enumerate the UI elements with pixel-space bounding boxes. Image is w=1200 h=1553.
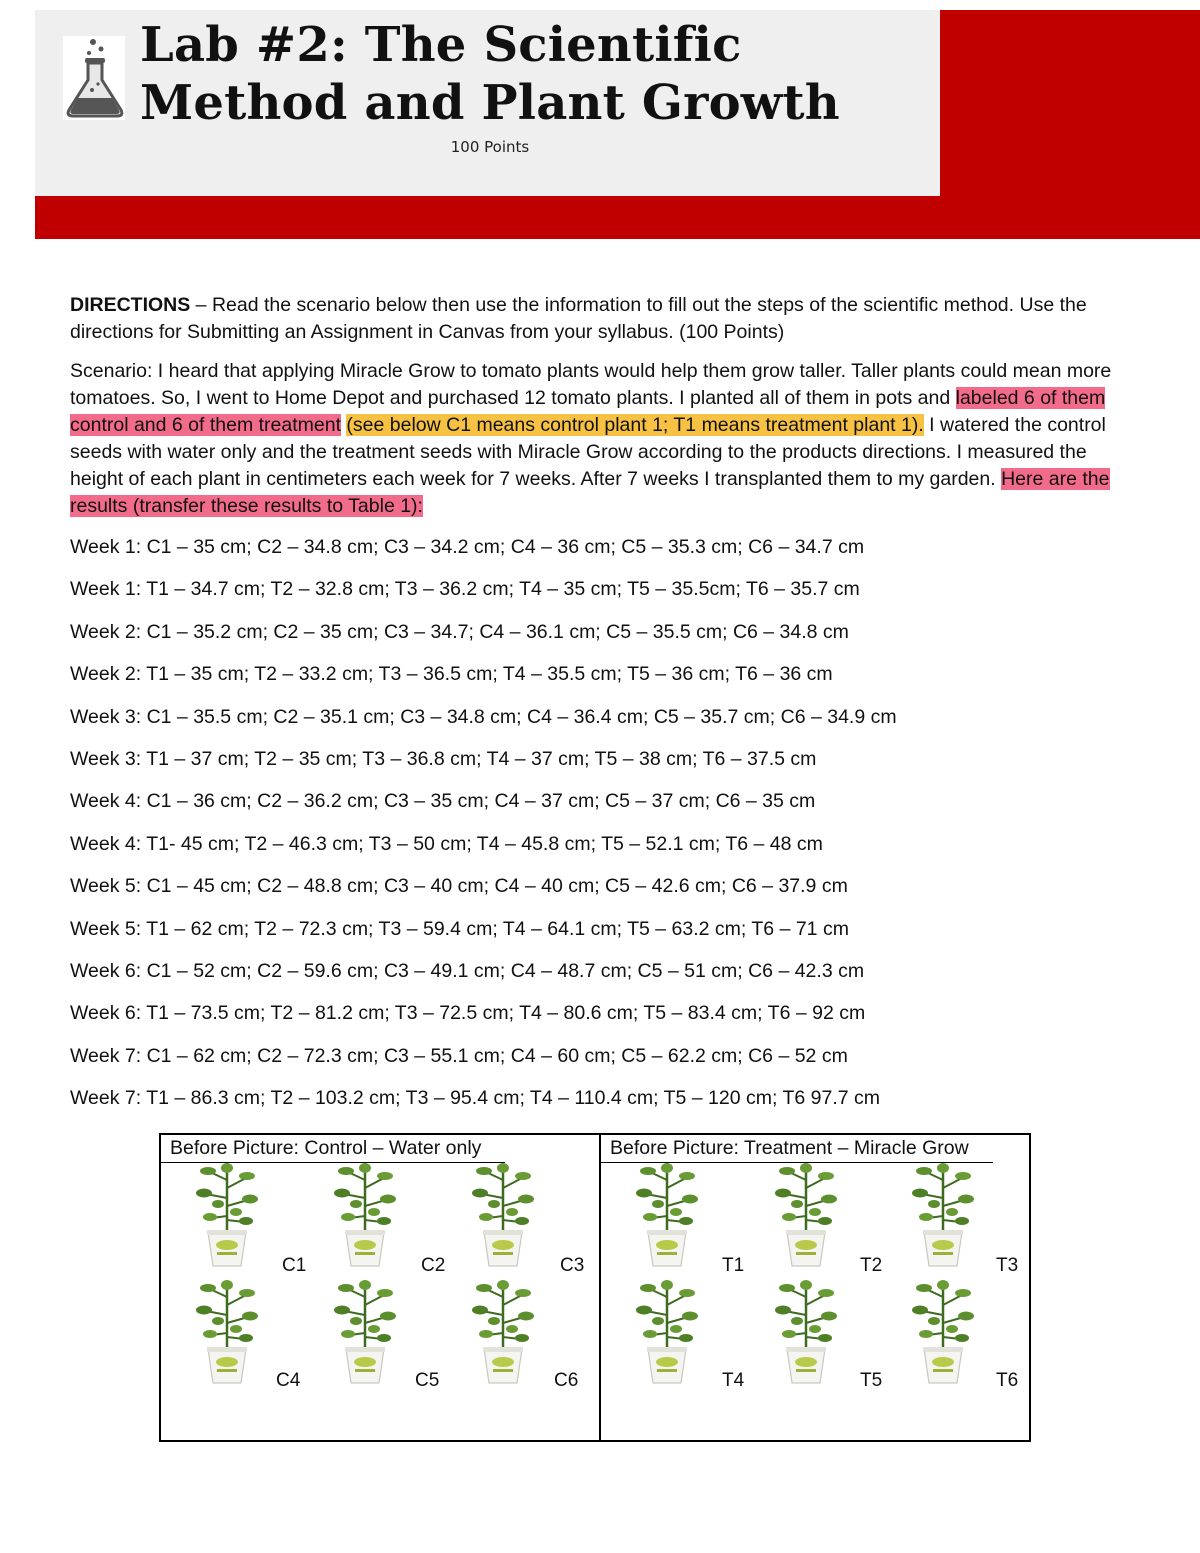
scenario-text-1: Scenario: I heard that applying Miracle Grow to tomato plants would help them grow taller. Taller plants could mean more tomatoes. So, I went to Home Depot and purchased 12 tomato plants. I planted all of them in pots and bbox=[70, 360, 1112, 409]
results-line: Week 3: T1 – 37 cm; T2 – 35 cm; T3 – 36.8 cm; T4 – 37 cm; T5 – 38 cm; T6 – 37.5 cm bbox=[70, 747, 817, 770]
plant-label: C4 bbox=[276, 1370, 301, 1391]
results-line: Week 5: C1 – 45 cm; C2 – 48.8 cm; C3 – 40 cm; C4 – 40 cm; C5 – 42.6 cm; C6 – 37.9 cm bbox=[70, 875, 848, 898]
plant-label: C3 bbox=[560, 1255, 585, 1276]
scenario-text-3: I watered the control seeds with water only and the treatment seeds with Miracle Grow according to the products directions. I measured the height of each plant in centimeters each week for 7 weeks. After 7 weeks I transplanted them to my garden. bbox=[70, 414, 1106, 490]
plant-label: C2 bbox=[421, 1255, 446, 1276]
treatment-picture-header: Before Picture: Treatment – Miracle Grow bbox=[610, 1137, 969, 1159]
results-line: Week 7: T1 – 86.3 cm; T2 – 103.2 cm; T3 – 95.4 cm; T4 – 110.4 cm; T5 – 120 cm; T6 97.7 cm bbox=[70, 1087, 881, 1110]
results-line: Week 2: C1 – 35.2 cm; C2 – 35 cm; C3 – 34.7; C4 – 36.1 cm; C5 – 35.5 cm; C6 – 34.8 cm bbox=[70, 620, 849, 643]
plant-label: C6 bbox=[554, 1370, 579, 1391]
potted-tomato-plant-icon bbox=[334, 1160, 396, 1268]
results-line: Week 5: T1 – 62 cm; T2 – 72.3 cm; T3 – 59.4 cm; T4 – 64.1 cm; T5 – 63.2 cm; T6 – 71 cm bbox=[70, 917, 849, 940]
results-line: Week 6: C1 – 52 cm; C2 – 59.6 cm; C3 – 49.1 cm; C4 – 48.7 cm; C5 – 51 cm; C6 – 42.3 cm bbox=[70, 959, 865, 982]
scenario-highlight-results: Here are the results (transfer these results to Table 1): bbox=[70, 468, 1110, 517]
before-picture-table bbox=[159, 1133, 1031, 1442]
header-red-accent bbox=[940, 10, 1200, 196]
results-line: Week 4: C1 – 36 cm; C2 – 36.2 cm; C3 – 35 cm; C4 – 37 cm; C5 – 37 cm; C6 – 35 cm bbox=[70, 790, 816, 813]
potted-tomato-plant-icon bbox=[636, 1160, 698, 1268]
results-line: Week 2: T1 – 35 cm; T2 – 33.2 cm; T3 – 36.5 cm; T4 – 35.5 cm; T5 – 36 cm; T6 – 36 cm bbox=[70, 663, 833, 686]
points-subtitle: 100 Points bbox=[450, 138, 530, 156]
directions-label: DIRECTIONS bbox=[70, 294, 191, 316]
header-red-band bbox=[35, 196, 1200, 239]
potted-tomato-plant-icon bbox=[912, 1277, 974, 1385]
potted-tomato-plant-icon bbox=[334, 1277, 396, 1385]
potted-tomato-plant-icon bbox=[912, 1160, 974, 1268]
potted-tomato-plant-icon bbox=[196, 1160, 258, 1268]
plant-label: C5 bbox=[415, 1370, 440, 1391]
plant-label: T6 bbox=[996, 1370, 1019, 1391]
results-list bbox=[70, 534, 1140, 1127]
plant-label: T5 bbox=[860, 1370, 883, 1391]
scenario-highlight-labels: labeled 6 of them control and 6 of them treatment bbox=[70, 387, 1106, 436]
table-divider bbox=[599, 1133, 601, 1442]
plant-label: T4 bbox=[722, 1370, 745, 1391]
scenario-paragraph bbox=[70, 358, 1140, 520]
plant-label: T1 bbox=[722, 1255, 745, 1276]
potted-tomato-plant-icon bbox=[775, 1277, 837, 1385]
plant-label: C1 bbox=[282, 1255, 307, 1276]
results-line: Week 4: T1- 45 cm; T2 – 46.3 cm; T3 – 50 cm; T4 – 45.8 cm; T5 – 52.1 cm; T6 – 48 cm bbox=[70, 832, 823, 855]
plant-label: T3 bbox=[996, 1255, 1019, 1276]
control-picture-header: Before Picture: Control – Water only bbox=[170, 1137, 482, 1159]
potted-tomato-plant-icon bbox=[472, 1160, 534, 1268]
directions-paragraph bbox=[70, 292, 1140, 346]
directions-text: – Read the scenario below then use the information to fill out the steps of the scientific method. Use the directions for Submitting an Assignment in Canvas from your syllabus. (100 Points) bbox=[70, 294, 1087, 343]
scenario-highlight-legend: (see below C1 means control plant 1; T1 means treatment plant 1). bbox=[346, 414, 924, 436]
potted-tomato-plant-icon bbox=[472, 1277, 534, 1385]
plant-label: T2 bbox=[860, 1255, 883, 1276]
flask-icon bbox=[63, 36, 125, 120]
document-body bbox=[70, 292, 1140, 1127]
potted-tomato-plant-icon bbox=[636, 1277, 698, 1385]
potted-tomato-plant-icon bbox=[196, 1277, 258, 1385]
results-line: Week 7: C1 – 62 cm; C2 – 72.3 cm; C3 – 55.1 cm; C4 – 60 cm; C5 – 62.2 cm; C6 – 52 cm bbox=[70, 1044, 848, 1067]
results-line: Week 1: T1 – 34.7 cm; T2 – 32.8 cm; T3 – 36.2 cm; T4 – 35 cm; T5 – 35.5cm; T6 – 35.7 cm bbox=[70, 578, 860, 601]
page-title: Lab #2: The Scientific Method and Plant Growth bbox=[140, 17, 840, 131]
potted-tomato-plant-icon bbox=[775, 1160, 837, 1268]
results-line: Week 6: T1 – 73.5 cm; T2 – 81.2 cm; T3 – 72.5 cm; T4 – 80.6 cm; T5 – 83.4 cm; T6 – 92 cm bbox=[70, 1002, 866, 1025]
results-line: Week 3: C1 – 35.5 cm; C2 – 35.1 cm; C3 – 34.8 cm; C4 – 36.4 cm; C5 – 35.7 cm; C6 – 34.9 cm bbox=[70, 705, 897, 728]
results-line: Week 1: C1 – 35 cm; C2 – 34.8 cm; C3 – 34.2 cm; C4 – 36 cm; C5 – 35.3 cm; C6 – 34.7 cm bbox=[70, 536, 865, 558]
